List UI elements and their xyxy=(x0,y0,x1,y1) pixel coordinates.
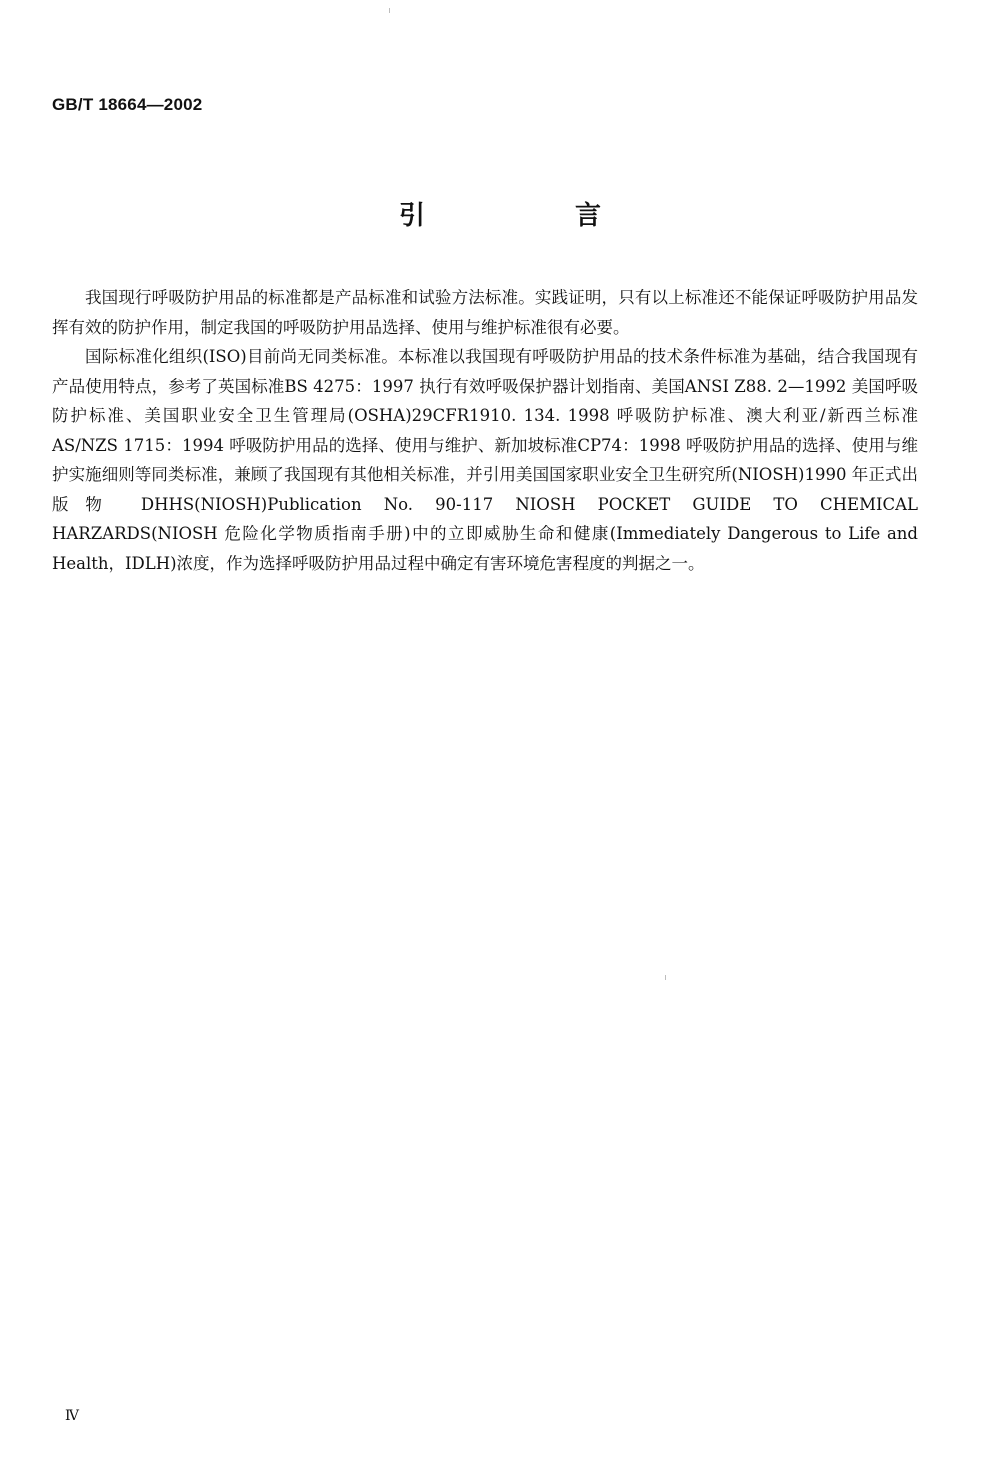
paragraph-2: 国际标准化组织(ISO)目前尚无同类标准。本标准以我国现有呼吸防护用品的技术条件标准为基础，结合我国现有产品使用特点，参考了英国标准BS 4275：1997 执行有效呼吸保护器计划指南、美国ANSI Z88. 2—1992 美国呼吸防护标准、美国职业安全卫生管理局(OSHA)29CFR1910. 134. 1998 呼吸防护标准、澳大利亚/新西兰标准 AS/NZS 1715：1994 呼吸防护用品的选择、使用与维护、新加坡标准CP74：1998 呼吸防护用品的选择、使用与维护实施细则等同类标准，兼顾了我国现有其他相关标准，并引用美国国家职业安全卫生研究所(NIOSH)1990 年正式出版物 DHHS(NIOSH)Publication No. 90-117 NIOSH POCKET GUIDE TO CHEMICAL HARZARDS(NIOSH 危险化学物质指南手册)中的立即威胁生命和健康(Immediately Dangerous to Life and Health，IDLH)浓度，作为选择呼吸防护用品过程中确定有害环境危害程度的判据之一。 xyxy=(52,347,918,573)
scan-artifact-top xyxy=(389,8,390,13)
page-title: 引 言 xyxy=(398,201,663,231)
scan-artifact-mid xyxy=(665,975,666,980)
standard-code: GB/T 18664—2002 xyxy=(52,95,203,114)
body-text xyxy=(52,283,918,578)
paragraph-1: 我国现行呼吸防护用品的标准都是产品标准和试验方法标准。实践证明，只有以上标准还不能保证呼吸防护用品发挥有效的防护作用，制定我国的呼吸防护用品选择、使用与维护标准很有必要。 xyxy=(52,288,918,337)
page-number: Ⅳ xyxy=(65,1408,79,1424)
